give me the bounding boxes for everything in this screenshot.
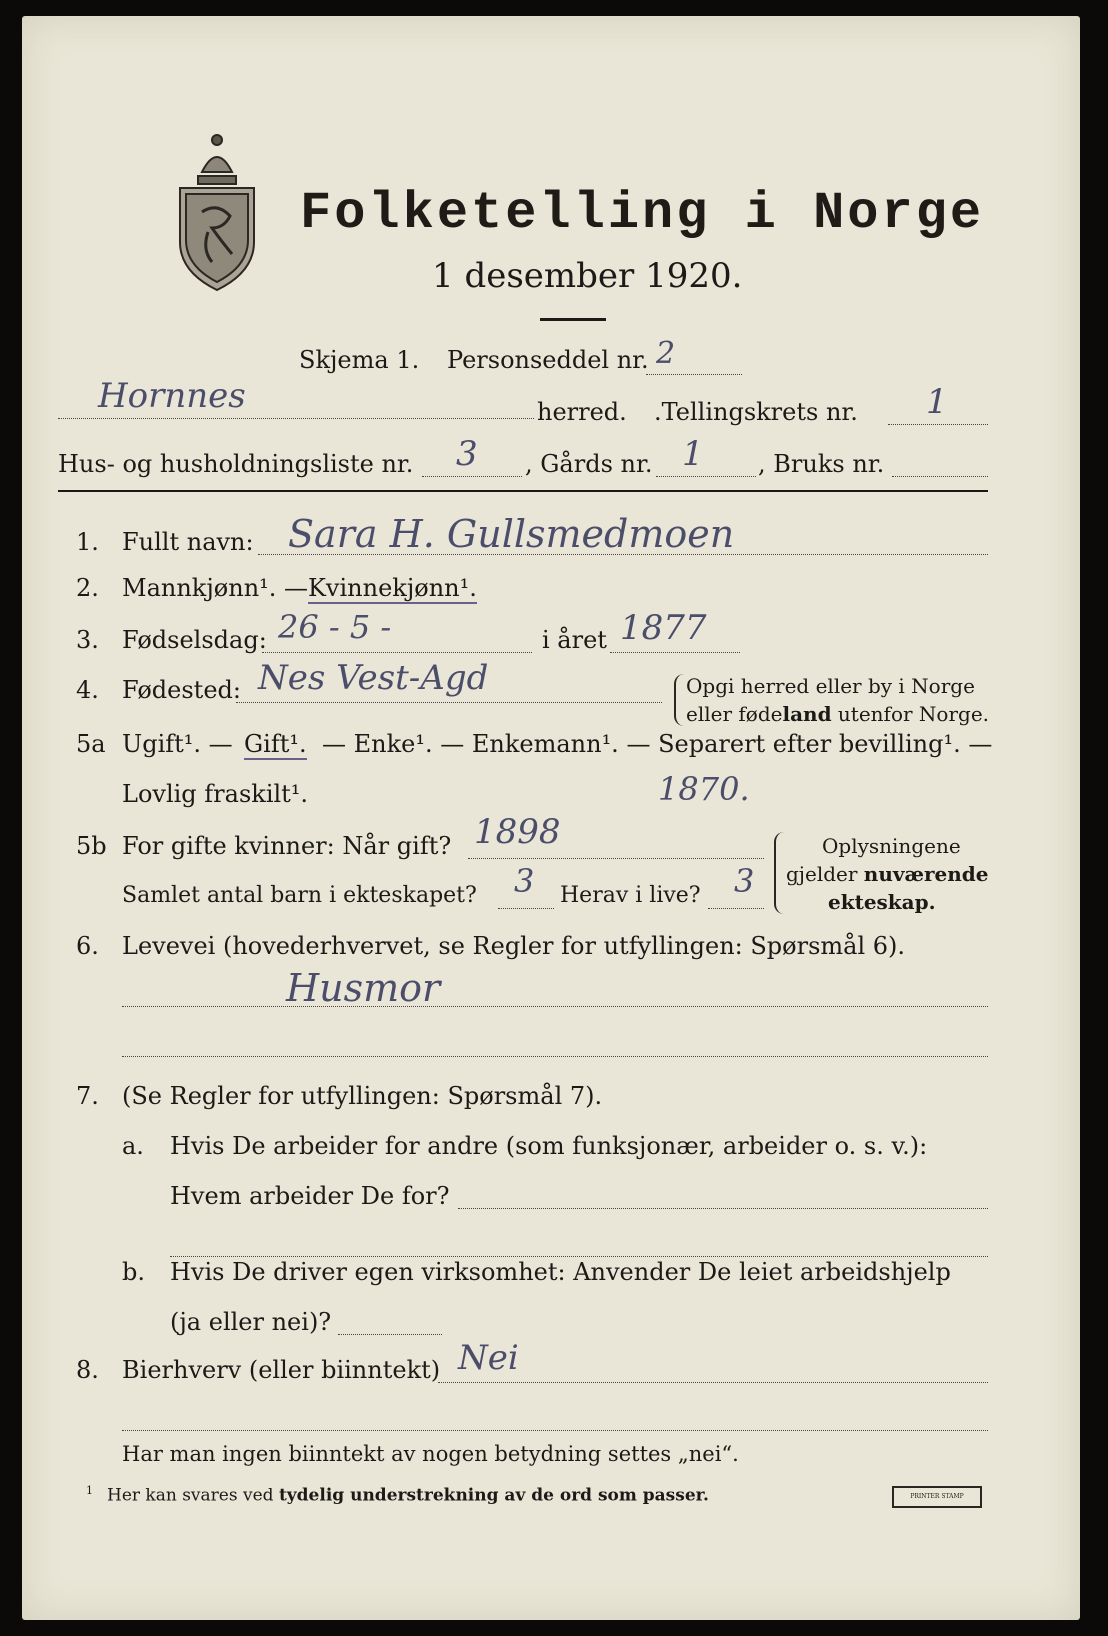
skjema-label: Skjema 1. — [299, 346, 420, 374]
gards-value: 1 — [682, 434, 704, 474]
tellingskrets-label: .Tellingskrets nr. — [654, 398, 858, 426]
q7-number: 7. — [76, 1082, 99, 1110]
q7-a-field-line1[interactable] — [458, 1208, 988, 1209]
q3-year-field[interactable] — [610, 652, 740, 653]
q4-note-line1: Opgi herred eller by i Norge — [686, 674, 975, 698]
herred-field[interactable] — [58, 418, 534, 419]
q5b-note-brace — [774, 832, 786, 914]
q8-value: Nei — [458, 1338, 519, 1378]
q4-number: 4. — [76, 676, 99, 704]
bruks-field[interactable] — [892, 476, 988, 477]
q5b-alive-label: Herav i live? — [560, 883, 701, 908]
title-divider — [540, 318, 606, 321]
q5a-ugift: Ugift¹. — — [122, 730, 233, 758]
q3-year-label: i året — [542, 626, 607, 654]
herred-label: herred. — [537, 398, 627, 426]
personseddel-label: Personseddel nr. — [447, 346, 649, 374]
footer-note: Har man ingen biinntekt av nogen betydning settes „nei“. — [122, 1442, 739, 1466]
gards-label: , Gårds nr. — [525, 450, 653, 478]
q4-note-brace — [674, 674, 684, 726]
q5b-alive-value: 3 — [734, 862, 755, 900]
q6-label: Levevei (hovederhvervet, se Regler for utfyllingen: Spørsmål 6). — [122, 932, 906, 960]
q7-b-line2: (ja eller nei)? — [170, 1308, 332, 1336]
q5b-note-line3: ekteskap. — [828, 890, 936, 914]
husliste-field[interactable] — [422, 476, 522, 477]
q6-number: 6. — [76, 932, 99, 960]
tellingskrets-field[interactable] — [888, 424, 988, 425]
q4-value: Nes Vest-Agd — [258, 658, 489, 698]
q5a-note: 1870. — [658, 770, 750, 808]
q7-label: (Se Regler for utfyllingen: Spørsmål 7). — [122, 1082, 603, 1110]
section-divider — [58, 490, 988, 492]
q2-male: Mannkjønn¹. — — [122, 574, 309, 602]
q5b-label: For gifte kvinner: Når gift? — [122, 832, 452, 860]
q5b-alive-field[interactable] — [708, 908, 764, 909]
q5b-married-field[interactable] — [468, 858, 764, 859]
q5b-children-field[interactable] — [498, 908, 554, 909]
q3-label: Fødselsdag: — [122, 626, 267, 654]
q3-year-value: 1877 — [620, 608, 707, 648]
q7-a-letter: a. — [122, 1132, 144, 1160]
q6-field-line2[interactable] — [122, 1056, 988, 1057]
personseddel-value: 2 — [656, 336, 676, 371]
q3-value: 26 - 5 - — [278, 608, 392, 646]
q4-label: Fødested: — [122, 676, 241, 704]
personseddel-field[interactable] — [646, 374, 742, 375]
husliste-value: 3 — [456, 434, 478, 474]
herred-value: Hornnes — [98, 376, 246, 416]
q8-label: Bierhverv (eller biinntekt) — [122, 1356, 441, 1384]
census-date: 1 desember 1920. — [432, 256, 743, 296]
q5a-rest: — Enke¹. — Enkemann¹. — Separert efter bevilling¹. — — [322, 730, 993, 758]
q1-value: Sara H. Gullsmedmoen — [288, 512, 735, 556]
q5a-line2: Lovlig fraskilt¹. — [122, 780, 309, 808]
q2-female: Kvinnekjønn¹. — [308, 574, 477, 602]
q5b-married-value: 1898 — [474, 812, 561, 852]
q6-field-line1[interactable] — [122, 1006, 988, 1007]
footnote: $^1$ Her kan svares ved tydelig understrekning av de ord som passer. — [86, 1484, 709, 1506]
form-title: Folketelling i Norge — [300, 184, 985, 243]
q8-field-line1[interactable] — [438, 1382, 988, 1383]
q5b-note-line2: gjelder nuværende — [786, 862, 989, 886]
q7-b-letter: b. — [122, 1258, 145, 1286]
q3-field[interactable] — [262, 652, 532, 653]
q4-note-line2: eller fødeland utenfor Norge. — [686, 702, 990, 726]
bruks-label: , Bruks nr. — [758, 450, 885, 478]
q5b-number: 5b — [76, 832, 107, 860]
q3-number: 3. — [76, 626, 99, 654]
q5a-gift: Gift¹. — [244, 730, 307, 758]
tellingskrets-value: 1 — [926, 382, 948, 422]
q4-field[interactable] — [236, 702, 662, 703]
gards-field[interactable] — [656, 476, 756, 477]
q8-field-line2[interactable] — [122, 1430, 988, 1431]
footnote-number: 1 — [86, 1484, 93, 1497]
q7-a-line1: Hvis De arbeider for andre (som funksjonær, arbeider o. s. v.): — [170, 1132, 928, 1160]
printer-stamp: PRINTER STAMP — [892, 1486, 982, 1508]
coat-of-arms-icon — [172, 132, 262, 292]
q5a-number: 5a — [76, 730, 106, 758]
q7-a-field-line2[interactable] — [170, 1256, 988, 1257]
q8-number: 8. — [76, 1356, 99, 1384]
q7-b-field[interactable] — [338, 1334, 442, 1335]
husliste-label: Hus- og husholdningsliste nr. — [58, 450, 414, 478]
q5b-note-line1: Oplysningene — [822, 834, 961, 858]
q7-a-line2: Hvem arbeider De for? — [170, 1182, 450, 1210]
q5b-children-value: 3 — [514, 862, 535, 900]
q1-label: Fullt navn: — [122, 528, 254, 556]
q2-number: 2. — [76, 574, 99, 602]
q6-value: Husmor — [286, 966, 441, 1010]
q5b-children-label: Samlet antal barn i ekteskapet? — [122, 883, 477, 908]
census-form — [22, 16, 1080, 1620]
q7-b-line1: Hvis De driver egen virksomhet: Anvender De leiet arbeidshjelp — [170, 1258, 951, 1286]
q1-number: 1. — [76, 528, 99, 556]
